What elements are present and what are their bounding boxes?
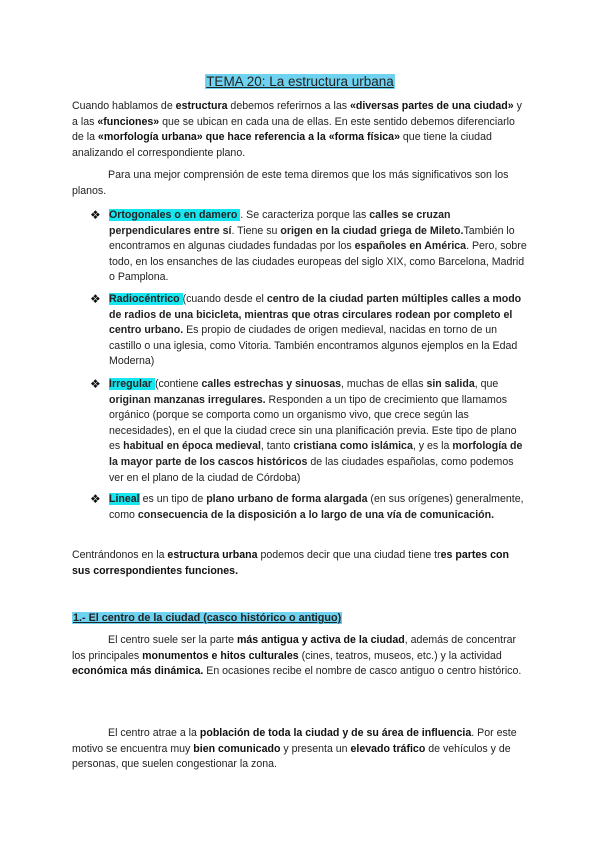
bullet-label: Ortogonales o en damero (109, 209, 241, 221)
intro-paragraph: Cuando hablamos de estructura debemos referirnos a las «diversas partes de una ciudad» y a las «funciones» que se ubican en cada una de ellas. En este sentido debemos diferenciarlo de la «morfología urbana» que hace referencia a la «forma física» que tiene la ciudad analizando el correspondiente plano. (72, 100, 522, 159)
bullet-label: Irregular (109, 378, 155, 390)
structure-paragraph: Centrándonos en la estructura urbana podemos decir que una ciudad tiene tres partes con sus correspondientes funciones. (72, 549, 509, 577)
intro-planos-paragraph: Para una mejor comprensión de este tema diremos que los más significativos son los planos. (72, 169, 509, 197)
bullet-label: Radiocéntrico (109, 293, 183, 305)
centro-paragraph-2: El centro atrae a la población de toda la ciudad y de su área de influencia. Por este motivo se encuentra muy bien comunicado y presenta un elevado tráfico de vehículos y de personas, que suelen congestionar la zona. (72, 727, 517, 771)
bullet-lineal: ❖ Lineal es un tipo de plano urbano de forma alargada (en sus orígenes) generalmente, como consecuencia de la disposición a lo largo de una vía de comunicación. (90, 492, 524, 521)
diamond-bullet-icon: ❖ (90, 208, 101, 222)
centro-paragraph-1: El centro suele ser la parte más antigua y activa de la ciudad, además de concentrar los principales monumentos e hitos culturales (cines, teatros, museos, etc.) y la actividad económica más dinámica. En ocasiones recibe el nombre de casco antiguo o centro histórico. (72, 634, 522, 678)
page-title: TEMA 20: La estructura urbana (206, 74, 394, 89)
diamond-bullet-icon: ❖ (90, 377, 101, 391)
section-heading-centro: 1.- El centro de la ciudad (casco histórico o antiguo) (73, 612, 342, 624)
bullet-ortogonal: ❖ Ortogonales o en damero . Se caracteriza porque las calles se cruzan perpendiculares entre sí. Tiene su origen en la ciudad griega de Mileto.También lo encontramos en algunas ciudades fundadas por los españoles en América. Pero, sobre todo, en los ensanches de las ciudades europeas del siglo XIX, como Barcelona, Madrid o Pamplona. (90, 208, 527, 284)
diamond-bullet-icon: ❖ (90, 492, 101, 506)
bullet-radiocentrico: ❖ Radiocéntrico (cuando desde el centro de la ciudad parten múltiples calles a modo de radios de una bicicleta, mientras que otras circulares rodean por completo el centro urbano. Es propio de ciudades de origen medieval, nacidas en torno de un castillo o una iglesia, como Vitoria. También encontramos algunos ejemplos en la Edad Moderna) (90, 292, 522, 368)
diamond-bullet-icon: ❖ (90, 292, 101, 306)
bullet-irregular: ❖ Irregular (contiene calles estrechas y sinuosas, muchas de ellas sin salida, que originan manzanas irregulares. Responden a un tipo de crecimiento que llamamos orgánico (porque se comporta como un organismo vivo, que crece según las necesidades), en el que la ciudad crece sin una planificación previa. Este tipo de plano es habitual en época medieval, tanto cristiana como islámica, y es la morfología de la mayor parte de los cascos históricos de las ciudades españolas, como podemos ver en el plano de la ciudad de Córdoba) (90, 377, 523, 484)
bullet-label: Lineal (109, 493, 140, 505)
